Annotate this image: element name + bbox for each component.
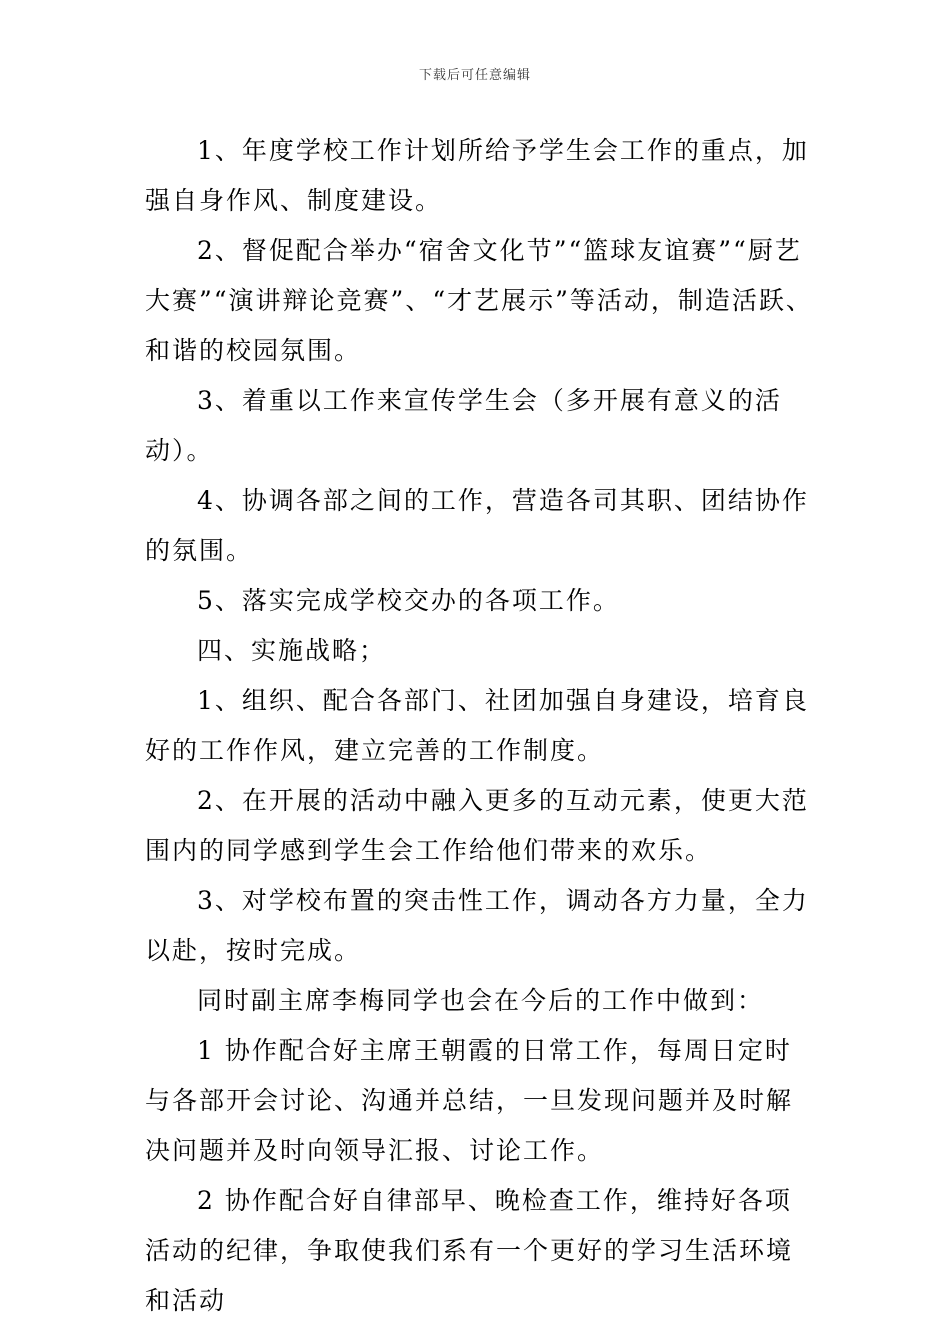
paragraph: 2 协作配合好自律部早、晚检查工作，维持好各项活动的纪律，争取使我们系有一个更好的学习生活环境和活动 xyxy=(145,1186,794,1315)
paragraph: 同时副主席李梅同学也会在今后的工作中做到： xyxy=(197,986,765,1015)
paragraph: 1 协作配合好主席王朝霞的日常工作，每周日定时与各部开会讨论、沟通并总结，一旦发现问题并及时解决问题并及时向领导汇报、讨论工作。 xyxy=(145,1036,794,1165)
paragraph: 1、年度学校工作计划所给予学生会工作的重点，加强自身作风、制度建设。 xyxy=(145,136,809,215)
paragraph: 1、组织、配合各部门、社团加强自身建设，培育良好的工作作风，建立完善的工作制度。 xyxy=(145,686,809,765)
section-heading: 四、实施战略； xyxy=(197,636,387,665)
paragraph: 3、着重以工作来宣传学生会（多开展有意义的活动）。 xyxy=(145,386,782,465)
paragraph: 2、在开展的活动中融入更多的互动元素，使更大范围内的同学感到学生会工作给他们带来的欢乐。 xyxy=(145,786,809,865)
paragraph: 5、落实完成学校交办的各项工作。 xyxy=(197,586,620,615)
page-header: 下载后可任意编辑 xyxy=(418,68,531,83)
paragraph: 3、对学校布置的突击性工作，调动各方力量，全力以赴，按时完成。 xyxy=(145,886,809,965)
paragraph: 2、督促配合举办“宿舍文化节”“篮球友谊赛”“厨艺大赛”“演讲辩论竞赛”、“才艺展示”等活动，制造活跃、和谐的校园氛围。 xyxy=(145,236,813,365)
paragraph: 4、协调各部之间的工作，营造各司其职、团结协作的氛围。 xyxy=(145,486,809,565)
document-body xyxy=(145,126,815,1326)
